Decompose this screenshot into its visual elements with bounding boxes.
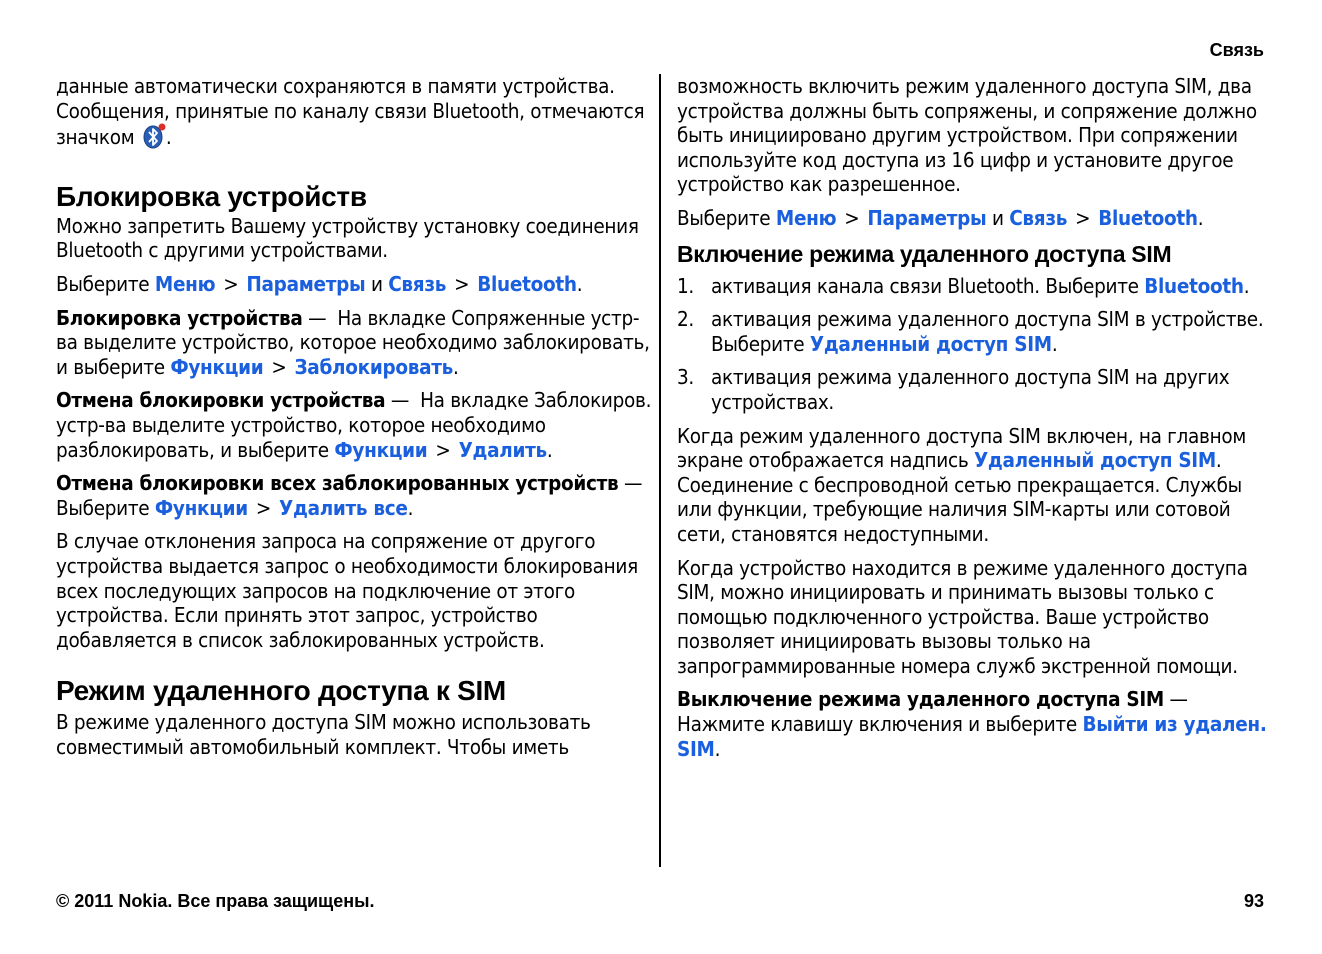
heading-sim-access: Режим удаленного доступа к SIM xyxy=(56,675,506,707)
steps-list xyxy=(677,274,1269,415)
bluetooth-link[interactable]: Bluetooth xyxy=(1144,273,1244,298)
bluetooth-link[interactable]: Bluetooth xyxy=(477,271,577,296)
functions-link[interactable]: Функции xyxy=(154,495,248,520)
disable-sim-item: Выключение режима удаленного доступа SIM — Нажмите клавишу включения и выберите Выйти из удален. SIM. xyxy=(677,687,1267,761)
right-column xyxy=(677,74,1269,770)
delete-link[interactable]: Удалить xyxy=(458,437,547,462)
unblock-device-item: Отмена блокировки устройства — На вкладке Заблокиров. устр-ва выделите устройство, которое необходимо разблокировать, и выберите Функции > Удалить. xyxy=(56,388,652,462)
sim-enabled-paragraph: Когда режим удаленного доступа SIM включен, на главном экране отображается надпись Удаленный доступ SIM. Соединение с беспроводной сетью прекращается. Службы или функции, требующие наличия SIM-карты или сотовой сети, становятся недоступными. xyxy=(677,423,1246,546)
delete-all-link[interactable]: Удалить все xyxy=(279,495,408,520)
unblock-all-item: Отмена блокировки всех заблокированных устройств — Выберите Функции > Удалить все. xyxy=(56,471,643,520)
sim-continuation: возможность включить режим удаленного доступа SIM, два устройства должны быть сопряжены, и сопряжение должно быть инициировано другим устройством. При сопряжении используйте код доступа из 16 цифр и установите другое устройство как разрешенное. xyxy=(677,74,1257,197)
subheading-enable-sim: Включение режима удаленного доступа SIM xyxy=(677,240,1172,267)
menu-link[interactable]: Меню xyxy=(154,271,216,296)
sim-calls-paragraph: Когда устройство находится в режиме удаленного доступа SIM, можно инициировать и принимать вызовы только с помощью подключенного устройства. Ваше устройство позволяет инициировать вызовы только на запрограммированные номера служб экстренной помощи. xyxy=(677,555,1248,678)
block-device-item: Блокировка устройства — На вкладке Сопряженные устр-ва выделите устройство, которое необходимо заблокировать, и выберите Функции > Заблокировать. xyxy=(56,305,650,379)
block-link[interactable]: Заблокировать xyxy=(294,354,453,379)
copyright: © 2011 Nokia. Все права защищены. xyxy=(56,891,375,911)
list-item: 3. активация режима удаленного доступа SIM на других устройствах. xyxy=(677,365,1230,414)
intro-paragraph: данные автоматически сохраняются в памяти устройства. Сообщения, принятые по каналу связи Bluetooth, отмечаются значком . xyxy=(56,74,645,150)
list-item: 1. активация канала связи Bluetooth. Выберите Bluetooth. xyxy=(677,273,1250,298)
sim-intro: В режиме удаленного доступа SIM можно использовать совместимый автомобильный комплект. Чтобы иметь xyxy=(56,710,591,759)
column-divider xyxy=(659,74,661,867)
params-link[interactable]: Параметры xyxy=(867,205,987,230)
remote-sim-link[interactable]: Удаленный доступ SIM xyxy=(973,448,1216,473)
bluetooth-link[interactable]: Bluetooth xyxy=(1098,205,1198,230)
connectivity-link[interactable]: Связь xyxy=(1009,205,1068,230)
left-column xyxy=(56,74,652,768)
heading-device-blocking: Блокировка устройств xyxy=(56,180,367,212)
bluetooth-message-icon xyxy=(142,123,166,149)
exit-remote-sim-link[interactable]: Выйти из удален. SIM xyxy=(677,712,1267,761)
menu-path-left: Выберите Меню > Параметры и Связь > Bluetooth. xyxy=(56,271,583,296)
functions-link[interactable]: Функции xyxy=(334,437,428,462)
menu-link[interactable]: Меню xyxy=(775,205,837,230)
running-head: Связь xyxy=(1209,40,1264,60)
menu-path-right: Выберите Меню > Параметры и Связь > Bluetooth. xyxy=(677,205,1204,230)
remote-sim-link[interactable]: Удаленный доступ SIM xyxy=(809,331,1052,356)
list-item: 2. активация режима удаленного доступа SIM в устройстве. Выберите Удаленный доступ SIM. xyxy=(677,307,1264,356)
functions-link[interactable]: Функции xyxy=(170,354,264,379)
blocking-intro: Можно запретить Вашему устройству установку соединения Bluetooth с другими устройствами. xyxy=(56,213,639,263)
page-number: 93 xyxy=(1243,891,1264,911)
rejection-paragraph: В случае отклонения запроса на сопряжение от другого устройства выдается запрос о необходимости блокирования всех последующих запросов на подключение от этого устройства. Если принять этот запрос, устройство добавляется в список заблокированных устройств. xyxy=(56,529,638,652)
params-link[interactable]: Параметры xyxy=(246,271,366,296)
connectivity-link[interactable]: Связь xyxy=(388,271,447,296)
